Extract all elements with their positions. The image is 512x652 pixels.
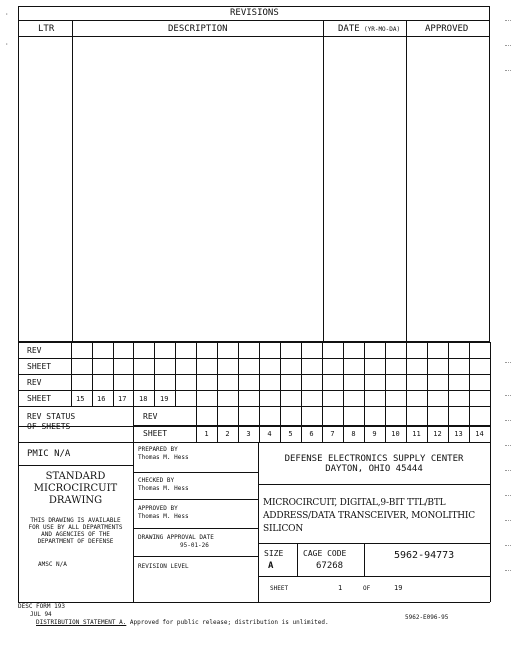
prepared-by-label: PREPARED BY [138, 446, 178, 453]
agency-location: DAYTON, OHIO 45444 [325, 464, 423, 474]
sheet-number: 14 [475, 430, 484, 438]
sheet-number: 17 [118, 395, 127, 403]
grid-line-v [238, 342, 239, 406]
of-label: OF [363, 585, 371, 592]
grid-line-h [18, 342, 490, 343]
distribution-statement [36, 620, 329, 626]
document-code: 5962-E096-95 [405, 614, 449, 621]
rev-status-label: REV STATUS OF SHEETS [27, 412, 76, 431]
grid-line-v [217, 342, 218, 406]
rev-label: REV [143, 412, 158, 421]
approval-date-label: DRAWING APPROVAL DATE [138, 534, 214, 541]
cage-code-label: CAGE CODE [303, 549, 347, 558]
grid-line-v [133, 342, 134, 406]
approval-date-value: 95-01-26 [180, 542, 209, 549]
grid-line-v [71, 342, 72, 406]
cage-code-value: 67268 [316, 561, 344, 571]
sheet-row-label: SHEET [27, 362, 52, 371]
rev-row-label: REV [27, 378, 42, 387]
sheet-number: 12 [433, 430, 442, 438]
grid-line-h [18, 406, 490, 407]
revision-level-label: REVISION LEVEL [138, 563, 189, 570]
distribution-statement-label: DISTRIBUTION STATEMENT A. [36, 619, 127, 626]
grid-line-v [385, 342, 386, 406]
sheet-number: 13 [454, 430, 463, 438]
grid-line-h [18, 426, 490, 427]
sheet-number: 19 [160, 395, 169, 403]
grid-line-v [259, 342, 260, 406]
margin-mark: · [5, 11, 9, 18]
grid-line-v [343, 342, 344, 406]
grid-line-v [448, 342, 449, 406]
sheet-label: SHEET [270, 585, 289, 592]
approved-by-label: APPROVED BY [138, 505, 178, 512]
grid-line-v [469, 342, 470, 406]
standard-drawing-title: STANDARD MICROCIRCUIT DRAWING [33, 471, 118, 506]
sheet-number: 5 [288, 430, 293, 438]
sheet-number: 16 [97, 395, 106, 403]
grid-line-v [92, 342, 93, 406]
sheet-number: 1 [204, 430, 209, 438]
grid-line-v [301, 342, 302, 406]
date-format-header: (YR-MO-DA) [364, 26, 401, 33]
grid-line-v [280, 342, 281, 406]
sheet-row-label: SHEET [27, 394, 52, 403]
rev-row-label: REV [27, 346, 42, 355]
revisions-title: REVISIONS [230, 8, 279, 18]
pmic-label: PMIC N/A [27, 449, 71, 459]
sheet-number: 8 [351, 430, 356, 438]
grid-line-v [364, 342, 365, 406]
checked-by-label: CHECKED BY [138, 477, 175, 484]
grid-line-v [18, 342, 19, 442]
sheet-total-value: 19 [394, 584, 403, 592]
drawing-number: 5962-94773 [394, 550, 455, 561]
description-header: DESCRIPTION [168, 24, 228, 34]
margin-mark: · [5, 41, 9, 48]
sheet-number: 4 [267, 430, 272, 438]
sheet-label: SHEET [143, 429, 168, 438]
form-date: JUL 94 [30, 611, 52, 618]
grid-line-v [196, 342, 197, 406]
sheet-number: 18 [139, 395, 148, 403]
sheet-number: 2 [225, 430, 230, 438]
ltr-header: LTR [38, 24, 55, 34]
grid-line-v [113, 342, 114, 406]
sheet-number: 7 [330, 430, 335, 438]
grid-line-h [133, 425, 490, 426]
availability-note: THIS DRAWING IS AVAILABLE FOR USE BY ALL DEPARTMENTS AND AGENCIES OF THE DEPARTMENT OF DEFENSE [28, 517, 123, 545]
date-header: DATE [338, 24, 360, 34]
grid-line-h [18, 358, 490, 359]
distribution-statement-text: Approved for public release; distribution is unlimited. [126, 619, 329, 626]
approved-by-value: Thomas M. Hess [138, 513, 189, 520]
agency-name: DEFENSE ELECTRONICS SUPPLY CENTER [284, 454, 464, 464]
grid-line-v [154, 342, 155, 406]
prepared-by-value: Thomas M. Hess [138, 454, 189, 461]
approved-header: APPROVED [425, 24, 469, 34]
sheet-number: 9 [372, 430, 377, 438]
form-number: DESC FORM 193 [18, 603, 65, 610]
checked-by-value: Thomas M. Hess [138, 485, 189, 492]
sheet-number: 10 [391, 430, 400, 438]
drawing-title: MICROCIRCUIT, DIGITAL,9-BIT TTL/BTL ADDRESS/DATA TRANSCEIVER, MONOLITHIC SILICON [263, 498, 475, 534]
size-label: SIZE [264, 549, 284, 558]
grid-line-v [133, 406, 134, 442]
sheet-number: 11 [412, 430, 421, 438]
grid-line-v [406, 342, 407, 406]
grid-line-h [18, 390, 490, 391]
amsc-label: AMSC N/A [38, 561, 67, 568]
size-value: A [268, 561, 274, 571]
grid-line-v [322, 342, 323, 406]
sheet-number: 6 [309, 430, 314, 438]
grid-line-v [175, 342, 176, 406]
sheet-no-value: 1 [338, 584, 343, 592]
grid-line-v [427, 342, 428, 406]
revisions-block [18, 6, 490, 342]
grid-line-h [18, 374, 490, 375]
grid-line-v [490, 342, 491, 442]
sheet-number: 15 [76, 395, 85, 403]
sheet-number: 3 [246, 430, 251, 438]
